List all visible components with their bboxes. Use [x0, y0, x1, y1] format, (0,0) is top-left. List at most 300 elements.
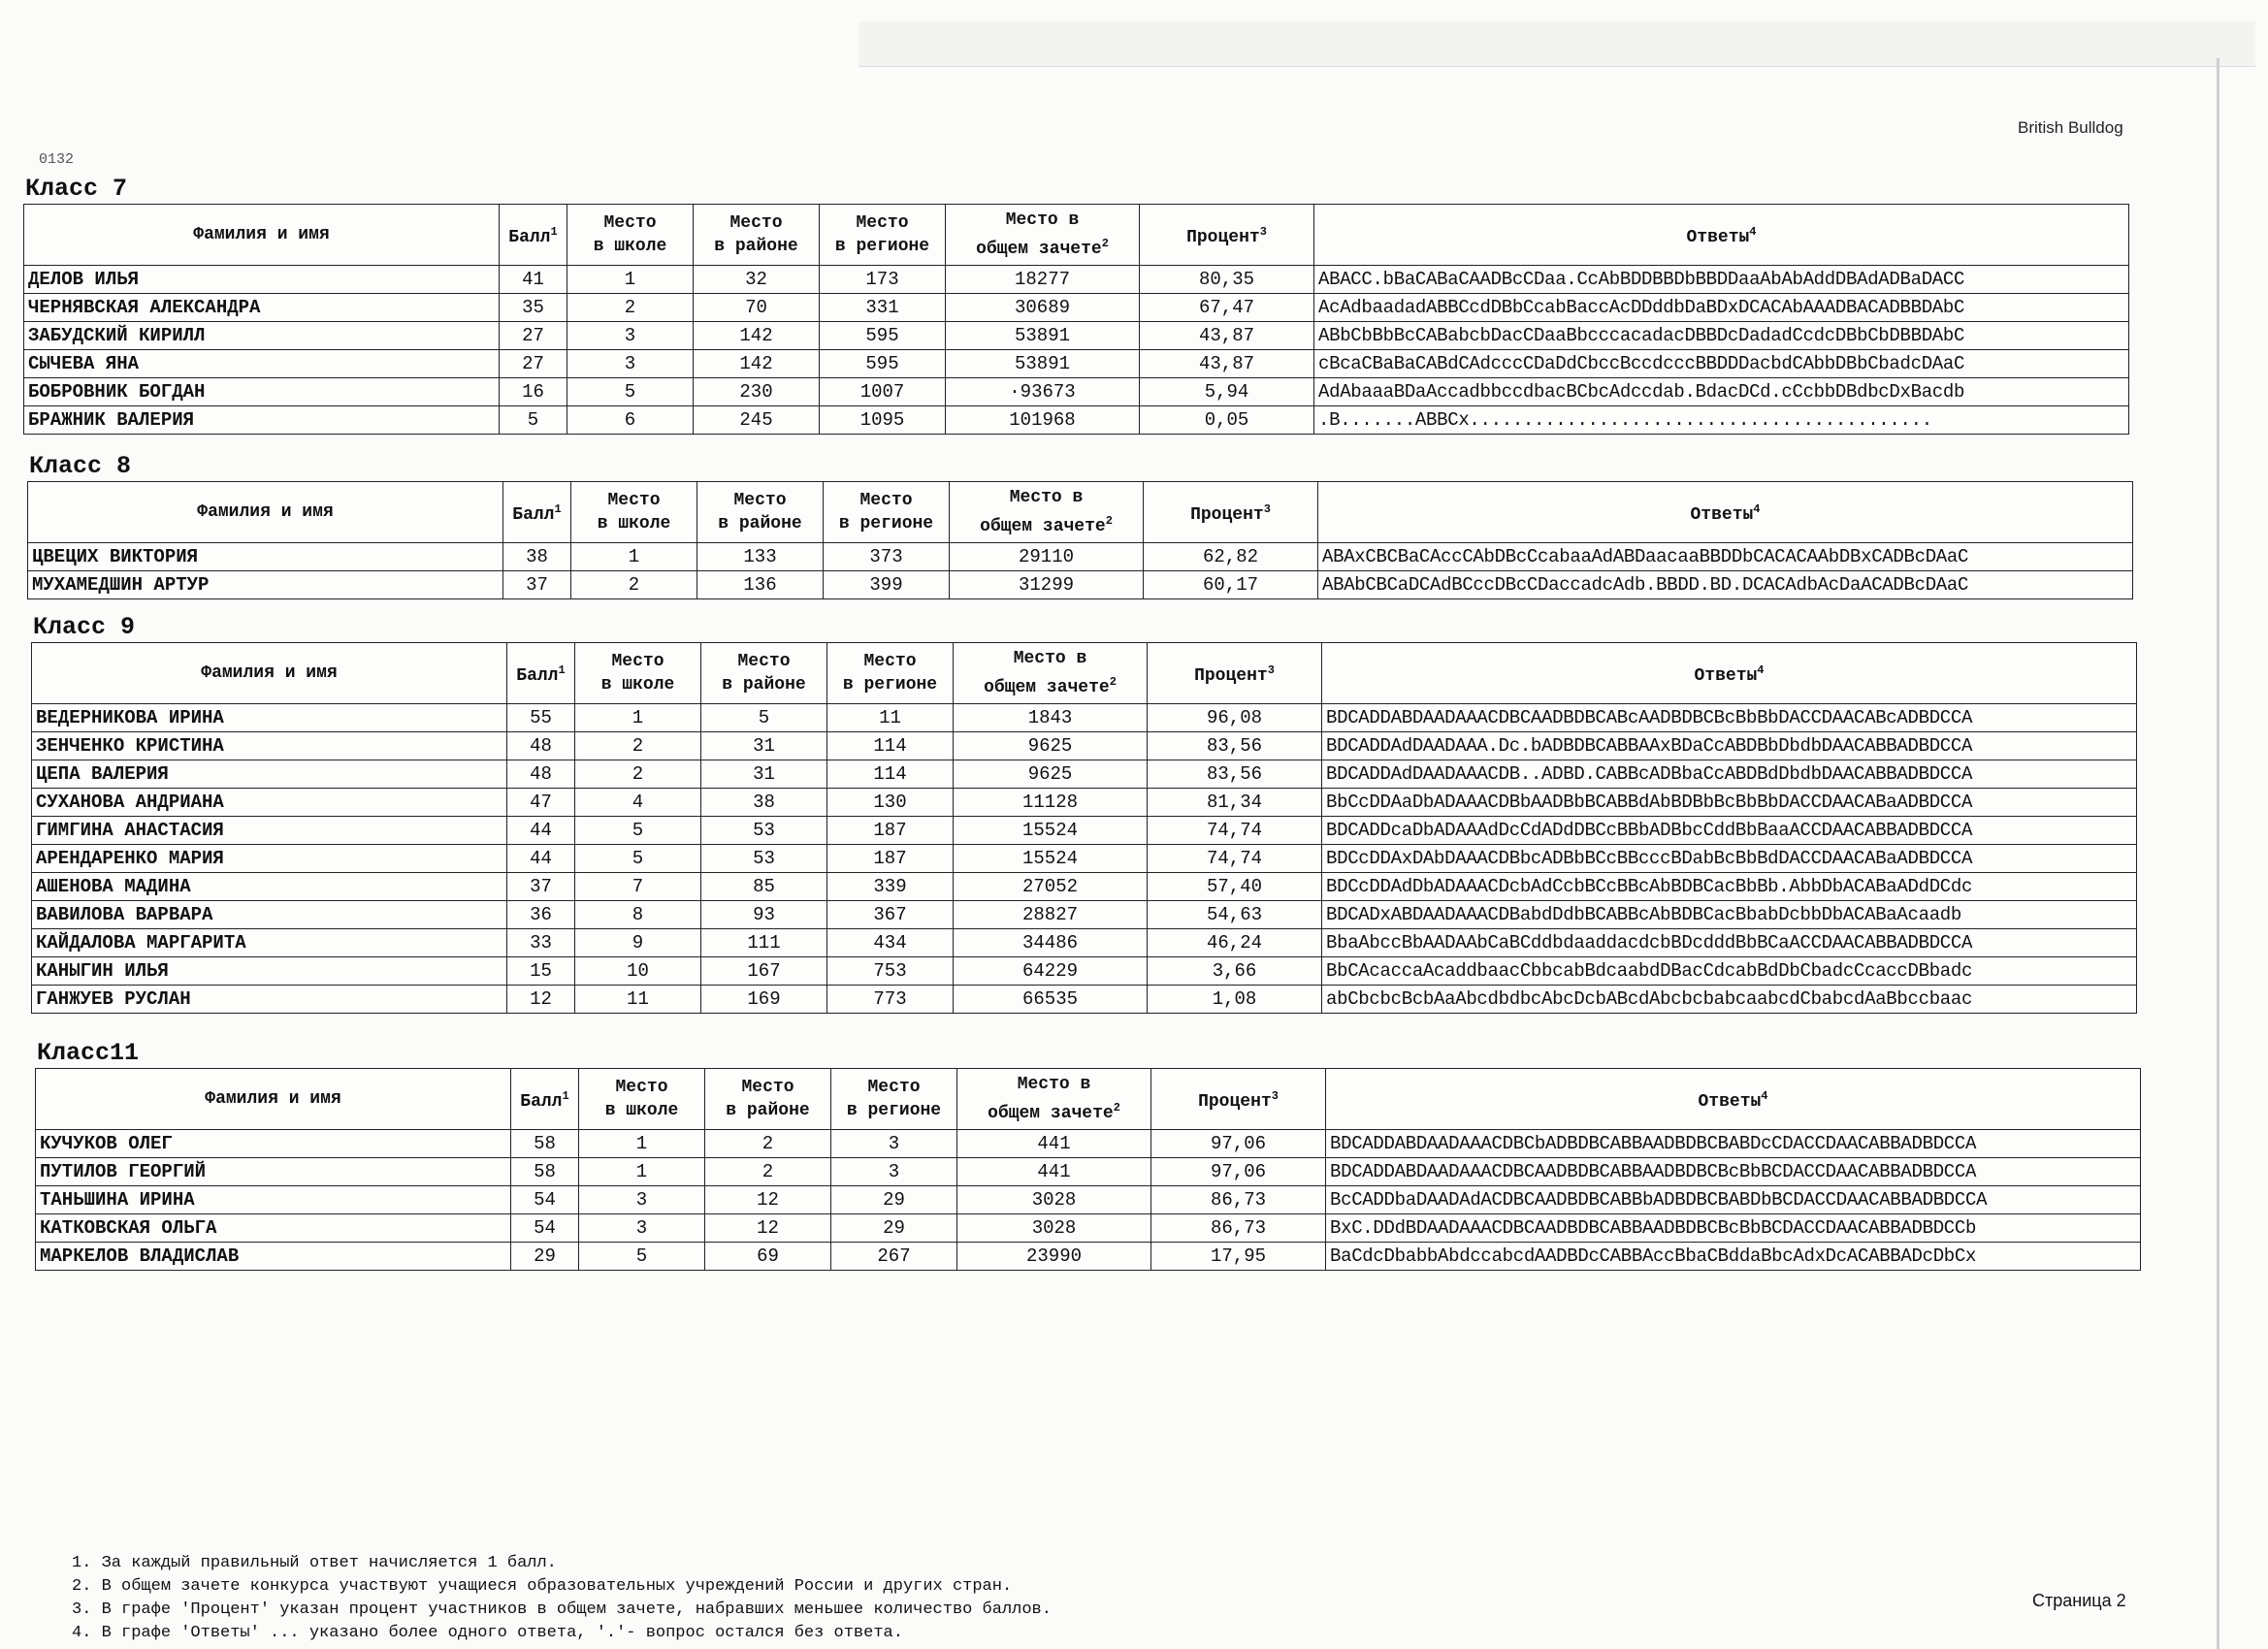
- region-place-cell: 753: [827, 957, 954, 986]
- school-place-cell: 5: [567, 378, 694, 406]
- header-region-place-text: в регионе: [846, 1101, 942, 1120]
- header-percent-text: Процент: [1194, 666, 1268, 686]
- header-row: [36, 1069, 2141, 1130]
- school-place-cell: 3: [579, 1186, 705, 1214]
- percent-cell: 80,35: [1140, 266, 1314, 294]
- header-region-place-text: в регионе: [838, 514, 934, 534]
- overall-place-cell: 66535: [954, 986, 1148, 1014]
- header-percent-footnote-mark: 3: [1259, 225, 1267, 239]
- overall-place-cell: 53891: [946, 322, 1140, 350]
- percent-cell: 3,66: [1148, 957, 1322, 986]
- score-cell: 35: [500, 294, 567, 322]
- region-place-cell: 187: [827, 817, 954, 845]
- header-school-place-text: Место: [607, 491, 661, 510]
- header-name: [28, 482, 503, 543]
- overall-place-cell: 441: [957, 1158, 1151, 1186]
- student-name: КАТКОВСКАЯ ОЛЬГА: [36, 1214, 511, 1243]
- overall-place-cell: 9625: [954, 732, 1148, 760]
- student-name: ПУТИЛОВ ГЕОРГИЙ: [36, 1158, 511, 1186]
- region-place-cell: 595: [820, 350, 946, 378]
- class-title: Класс 9: [33, 613, 136, 641]
- header-district-place-text: Место: [733, 491, 787, 510]
- overall-place-cell: ·93673: [946, 378, 1140, 406]
- table-row: [36, 1186, 2141, 1214]
- header-district-place-text: в районе: [714, 237, 798, 256]
- header-score-text: Балл: [508, 228, 551, 247]
- table-row: [32, 760, 2137, 789]
- student-name: КАЙДАЛОВА МАРГАРИТА: [32, 929, 507, 957]
- school-place-cell: 3: [567, 322, 694, 350]
- overall-place-cell: 15524: [954, 817, 1148, 845]
- overall-place-cell: 30689: [946, 294, 1140, 322]
- header-percent: [1148, 643, 1322, 704]
- district-place-cell: 53: [701, 817, 827, 845]
- student-name: СУХАНОВА АНДРИАНА: [32, 789, 507, 817]
- school-place-cell: 3: [579, 1214, 705, 1243]
- header-row: [24, 205, 2129, 266]
- score-cell: 27: [500, 350, 567, 378]
- student-name: МУХАМЕДШИН АРТУР: [28, 571, 503, 599]
- sheet-edge: [2217, 58, 2219, 1649]
- header-district-place-text: Место: [729, 213, 783, 233]
- percent-cell: 86,73: [1151, 1214, 1326, 1243]
- header-percent: [1140, 205, 1314, 266]
- header-answers-text: Ответы: [1690, 505, 1754, 525]
- header-name: [36, 1069, 511, 1130]
- student-name: БОБРОВНИК БОГДАН: [24, 378, 500, 406]
- percent-cell: 57,40: [1148, 873, 1322, 901]
- overall-place-cell: 3028: [957, 1186, 1151, 1214]
- header-row: [28, 482, 2133, 543]
- school-place-cell: 5: [575, 817, 701, 845]
- school-place-cell: 5: [575, 845, 701, 873]
- district-place-cell: 142: [694, 350, 820, 378]
- region-place-cell: 595: [820, 322, 946, 350]
- header-score-footnote-mark: 1: [554, 502, 562, 516]
- percent-cell: 83,56: [1148, 760, 1322, 789]
- footnotes: [72, 1552, 1052, 1645]
- region-place-cell: 399: [824, 571, 950, 599]
- school-place-cell: 2: [567, 294, 694, 322]
- header-score: [507, 643, 575, 704]
- class-section: [31, 613, 2137, 1014]
- header-region-place-text: в регионе: [834, 237, 930, 256]
- header-school-place-text: Место: [603, 213, 657, 233]
- district-place-cell: 70: [694, 294, 820, 322]
- answers-cell: BDCADDAdDAADAAA.Dc.bADBDBCABBAAxBDaCcABDBbDbdbDAACABBADBDCCA: [1322, 732, 2137, 760]
- header-score: [500, 205, 567, 266]
- table-row: [32, 901, 2137, 929]
- header-score: [503, 482, 571, 543]
- school-place-cell: 4: [575, 789, 701, 817]
- school-place-cell: 1: [575, 704, 701, 732]
- header-overall-place-text: Место в: [1013, 649, 1087, 668]
- answers-cell: BDCADDcaDbADAAAdDcCdADdDBCcBBbADBbcCddBbBaaACCDAACABBADBDCCA: [1322, 817, 2137, 845]
- student-name: ГАНЖУЕВ РУСЛАН: [32, 986, 507, 1014]
- answers-cell: BDCADDABDAADAAACDBCAADBDBCABcAADBDBCBcBbBbDACCDAACABcADBDCCA: [1322, 704, 2137, 732]
- table-row: [28, 571, 2133, 599]
- score-cell: 58: [511, 1158, 579, 1186]
- district-place-cell: 31: [701, 732, 827, 760]
- region-place-cell: 3: [831, 1130, 957, 1158]
- score-cell: 38: [503, 543, 571, 571]
- answers-cell: ABACC.bBaCABaCAADBcCDaa.CcAbBDDBBDbBBDDaaAbAbAddDBAdADBaDACC: [1314, 266, 2129, 294]
- header-name-text: Фамилия и имя: [201, 663, 338, 683]
- header-answers-footnote-mark: 4: [1761, 1089, 1768, 1103]
- student-name: ТАНЬШИНА ИРИНА: [36, 1186, 511, 1214]
- score-cell: 27: [500, 322, 567, 350]
- answers-cell: AdAbaaaBDaAccadbbccdbacBCbcAdccdab.BdacDCd.cCcbbDBdbcDxBacdb: [1314, 378, 2129, 406]
- header-overall-place: [946, 205, 1140, 266]
- score-cell: 48: [507, 760, 575, 789]
- answers-cell: BDCADDAdDAADAAACDB..ADBD.CABBcADBbaCcABDBdDbdbDAACABBADBDCCA: [1322, 760, 2137, 789]
- overall-place-cell: 1843: [954, 704, 1148, 732]
- school-place-cell: 2: [575, 760, 701, 789]
- score-cell: 36: [507, 901, 575, 929]
- answers-cell: BDCcDDAdDbADAAACDcbAdCcbBCcBBcAbBDBCacBbBb.AbbDbACABaADdDCdc: [1322, 873, 2137, 901]
- score-cell: 54: [511, 1214, 579, 1243]
- student-name: ВАВИЛОВА ВАРВАРА: [32, 901, 507, 929]
- district-place-cell: 136: [697, 571, 824, 599]
- overall-place-cell: 28827: [954, 901, 1148, 929]
- region-place-cell: 130: [827, 789, 954, 817]
- header-answers-footnote-mark: 4: [1757, 663, 1765, 677]
- student-name: ЧЕРНЯВСКАЯ АЛЕКСАНДРА: [24, 294, 500, 322]
- region-place-cell: 373: [824, 543, 950, 571]
- district-place-cell: 167: [701, 957, 827, 986]
- district-place-cell: 93: [701, 901, 827, 929]
- brand-label: British Bulldog: [2018, 118, 2123, 137]
- header-school-place: [579, 1069, 705, 1130]
- results-table: [23, 204, 2129, 435]
- answers-cell: cBcaCBaBaCABdCAdcccCDaDdCbccBccdcccBBDDDacbdCAbbDBbCbadcDAaC: [1314, 350, 2129, 378]
- region-place-cell: 114: [827, 760, 954, 789]
- header-region-place-text: в регионе: [842, 675, 938, 695]
- answers-cell: BDCADDABDAADAAACDBCbADBDBCABBAADBDBCBABDcCDACCDAACABBADBDCCA: [1326, 1130, 2141, 1158]
- district-place-cell: 12: [705, 1186, 831, 1214]
- region-place-cell: 1007: [820, 378, 946, 406]
- header-overall-place-text: общем зачете: [976, 240, 1102, 259]
- header-percent: [1144, 482, 1318, 543]
- region-place-cell: 3: [831, 1158, 957, 1186]
- overall-place-cell: 101968: [946, 406, 1140, 435]
- district-place-cell: 53: [701, 845, 827, 873]
- district-place-cell: 133: [697, 543, 824, 571]
- region-place-cell: 773: [827, 986, 954, 1014]
- header-overall-place-text: общем зачете: [988, 1104, 1114, 1123]
- header-score-footnote-mark: 1: [562, 1089, 569, 1103]
- header-answers-text: Ответы: [1694, 666, 1758, 686]
- answers-cell: ABbCbBbBcCABabcbDacCDaaBbcccacadacDBBDcDadadCcdcDBbCbDBBDAbC: [1314, 322, 2129, 350]
- percent-cell: 96,08: [1148, 704, 1322, 732]
- answers-cell: BbaAbccBbAADAAbCaBCddbdaaddacdcbBDcdddBbBCaACCDAACABBADBDCCA: [1322, 929, 2137, 957]
- answers-cell: BbCAcaccaAcaddbaacCbbcabBdcaabdDBacCdcabBdDbCbadcCcaccDBbadc: [1322, 957, 2137, 986]
- overall-place-cell: 27052: [954, 873, 1148, 901]
- table-row: [28, 543, 2133, 571]
- school-place-cell: 10: [575, 957, 701, 986]
- header-school-place-text: в школе: [597, 514, 671, 534]
- student-name: АРЕНДАРЕНКО МАРИЯ: [32, 845, 507, 873]
- header-region-place: [831, 1069, 957, 1130]
- score-cell: 29: [511, 1243, 579, 1271]
- header-region-place-text: Место: [856, 213, 909, 233]
- table-row: [32, 845, 2137, 873]
- percent-cell: 62,82: [1144, 543, 1318, 571]
- header-school-place-text: в школе: [593, 237, 667, 256]
- header-percent-text: Процент: [1198, 1092, 1272, 1112]
- district-place-cell: 32: [694, 266, 820, 294]
- header-school-place-text: Место: [615, 1078, 668, 1097]
- student-name: БРАЖНИК ВАЛЕРИЯ: [24, 406, 500, 435]
- header-region-place: [820, 205, 946, 266]
- table-row: [32, 929, 2137, 957]
- region-place-cell: 331: [820, 294, 946, 322]
- student-name: СЫЧЕВА ЯНА: [24, 350, 500, 378]
- header-answers: [1326, 1069, 2141, 1130]
- region-place-cell: 173: [820, 266, 946, 294]
- district-place-cell: 5: [701, 704, 827, 732]
- percent-cell: 97,06: [1151, 1130, 1326, 1158]
- percent-cell: 46,24: [1148, 929, 1322, 957]
- district-place-cell: 69: [705, 1243, 831, 1271]
- student-name: АШЕНОВА МАДИНА: [32, 873, 507, 901]
- page-number: Страница 2: [2032, 1591, 2126, 1610]
- percent-cell: 60,17: [1144, 571, 1318, 599]
- school-place-cell: 8: [575, 901, 701, 929]
- school-place-cell: 1: [579, 1158, 705, 1186]
- background-sheet: [859, 21, 2255, 67]
- header-name-text: Фамилия и имя: [197, 502, 334, 522]
- district-place-cell: 2: [705, 1130, 831, 1158]
- score-cell: 44: [507, 817, 575, 845]
- overall-place-cell: 53891: [946, 350, 1140, 378]
- region-place-cell: 29: [831, 1214, 957, 1243]
- table-row: [36, 1214, 2141, 1243]
- percent-cell: 67,47: [1140, 294, 1314, 322]
- answers-cell: BDCcDDAxDAbDAAACDBbcADBbBCcBBcccBDabBcBbBdDACCDAACABaADBDCCA: [1322, 845, 2137, 873]
- header-percent-footnote-mark: 3: [1263, 502, 1271, 516]
- score-cell: 48: [507, 732, 575, 760]
- answers-cell: BcCADDbaDAADAdACDBCAADBDBCABBbADBDBCBABDbBCDACCDAACABBADBDCCA: [1326, 1186, 2141, 1214]
- footnote-1: 1. За каждый правильный ответ начисляется 1 балл.: [72, 1554, 557, 1572]
- table-row: [32, 986, 2137, 1014]
- overall-place-cell: 18277: [946, 266, 1140, 294]
- header-district-place: [694, 205, 820, 266]
- score-cell: 44: [507, 845, 575, 873]
- overall-place-cell: 3028: [957, 1214, 1151, 1243]
- header-school-place-text: в школе: [600, 675, 675, 695]
- header-overall-place-footnote-mark: 2: [1109, 675, 1117, 689]
- district-place-cell: 2: [705, 1158, 831, 1186]
- class-section: [35, 1039, 2141, 1271]
- header-region-place-text: Место: [863, 652, 917, 671]
- overall-place-cell: 64229: [954, 957, 1148, 986]
- header-overall-place-text: общем зачете: [984, 678, 1110, 697]
- score-cell: 12: [507, 986, 575, 1014]
- footnote-2: 2. В общем зачете конкурса участвуют учащиеся образовательных учреждений России и других стран.: [72, 1577, 1013, 1596]
- student-name: КАНЫГИН ИЛЬЯ: [32, 957, 507, 986]
- score-cell: 5: [500, 406, 567, 435]
- score-cell: 37: [507, 873, 575, 901]
- score-cell: 58: [511, 1130, 579, 1158]
- percent-cell: 54,63: [1148, 901, 1322, 929]
- student-name: ЦВЕЦИХ ВИКТОРИЯ: [28, 543, 503, 571]
- class-section: [23, 175, 2129, 435]
- score-cell: 41: [500, 266, 567, 294]
- table-row: [24, 294, 2129, 322]
- percent-cell: 86,73: [1151, 1186, 1326, 1214]
- school-place-cell: 2: [571, 571, 697, 599]
- school-place-cell: 11: [575, 986, 701, 1014]
- header-school-place: [567, 205, 694, 266]
- answers-cell: BbCcDDAaDbADAAACDBbAADBbBCABBdAbBDBbBcBbBbDACCDAACABaADBDCCA: [1322, 789, 2137, 817]
- header-district-place-text: в районе: [722, 675, 806, 695]
- score-cell: 47: [507, 789, 575, 817]
- answers-cell: BxC.DDdBDAADAAACDBCAADBDBCABBAADBDBCBcBbBCDACCDAACABBADBDCCb: [1326, 1214, 2141, 1243]
- class-title: Класс 8: [29, 452, 132, 480]
- score-cell: 15: [507, 957, 575, 986]
- district-place-cell: 142: [694, 322, 820, 350]
- header-district-place-text: в районе: [718, 514, 802, 534]
- student-name: КУЧУКОВ ОЛЕГ: [36, 1130, 511, 1158]
- header-overall-place: [957, 1069, 1151, 1130]
- table-row: [32, 732, 2137, 760]
- school-place-cell: 7: [575, 873, 701, 901]
- header-region-place-text: Место: [859, 491, 913, 510]
- header-answers: [1322, 643, 2137, 704]
- answers-cell: BDCADxABDAADAAACDBabdDdbBCABBcAbBDBCacBbabDcbbDbACABaAcaadb: [1322, 901, 2137, 929]
- header-answers: [1318, 482, 2133, 543]
- percent-cell: 0,05: [1140, 406, 1314, 435]
- table-row: [32, 957, 2137, 986]
- header-district-place: [701, 643, 827, 704]
- region-place-cell: 267: [831, 1243, 957, 1271]
- table-row: [32, 873, 2137, 901]
- header-school-place-text: Место: [611, 652, 664, 671]
- district-place-cell: 245: [694, 406, 820, 435]
- table-row: [24, 350, 2129, 378]
- region-place-cell: 367: [827, 901, 954, 929]
- district-place-cell: 230: [694, 378, 820, 406]
- header-score-text: Балл: [516, 666, 559, 686]
- district-place-cell: 38: [701, 789, 827, 817]
- overall-place-cell: 441: [957, 1130, 1151, 1158]
- district-place-cell: 12: [705, 1214, 831, 1243]
- overall-place-cell: 29110: [950, 543, 1144, 571]
- header-answers: [1314, 205, 2129, 266]
- class-title: Класс11: [37, 1039, 140, 1067]
- header-percent-footnote-mark: 3: [1267, 663, 1275, 677]
- header-answers-text: Ответы: [1686, 228, 1750, 247]
- table-row: [32, 789, 2137, 817]
- district-place-cell: 31: [701, 760, 827, 789]
- student-name: ЦЕПА ВАЛЕРИЯ: [32, 760, 507, 789]
- header-school-place: [575, 643, 701, 704]
- header-overall-place: [950, 482, 1144, 543]
- region-place-cell: 11: [827, 704, 954, 732]
- header-name-text: Фамилия и имя: [193, 225, 330, 244]
- table-row: [36, 1158, 2141, 1186]
- header-answers-footnote-mark: 4: [1753, 502, 1761, 516]
- header-district-place-text: Место: [737, 652, 791, 671]
- answers-cell: ABAxCBCBaCAccCAbDBcCcabaaAdABDaacaaBBDDbCACACAAbDBxCADBcDAaC: [1318, 543, 2133, 571]
- document-code: 0132: [39, 151, 75, 168]
- header-name: [32, 643, 507, 704]
- answers-cell: abCbcbcBcbAaAbcdbdbcAbcDcbABcdAbcbcbabcaabcdCbabcdAaBbccbaac: [1322, 986, 2137, 1014]
- table-row: [36, 1243, 2141, 1271]
- percent-cell: 74,74: [1148, 817, 1322, 845]
- answers-cell: BDCADDABDAADAAACDBCAADBDBCABBAADBDBCBcBbBCDACCDAACABBADBDCCA: [1326, 1158, 2141, 1186]
- school-place-cell: 3: [567, 350, 694, 378]
- table-row: [24, 378, 2129, 406]
- answers-cell: BaCdcDbabbAbdccabcdAADBDcCABBAccBbaCBddaBbcAdxDcACABBADcDbCx: [1326, 1243, 2141, 1271]
- region-place-cell: 1095: [820, 406, 946, 435]
- header-answers-footnote-mark: 4: [1749, 225, 1757, 239]
- header-region-place: [824, 482, 950, 543]
- percent-cell: 97,06: [1151, 1158, 1326, 1186]
- overall-place-cell: 31299: [950, 571, 1144, 599]
- score-cell: 54: [511, 1186, 579, 1214]
- header-answers-text: Ответы: [1698, 1092, 1762, 1112]
- class-section: [27, 452, 2133, 599]
- score-cell: 16: [500, 378, 567, 406]
- table-row: [36, 1130, 2141, 1158]
- header-overall-place-footnote-mark: 2: [1105, 514, 1113, 528]
- header-overall-place-footnote-mark: 2: [1101, 237, 1109, 250]
- header-district-place-text: в районе: [726, 1101, 810, 1120]
- school-place-cell: 6: [567, 406, 694, 435]
- answers-cell: ABAbCBCaDCAdBCccDBcCDaccadcAdb.BBDD.BD.DCACAdbAcDaACADBcDAaC: [1318, 571, 2133, 599]
- header-overall-place-text: Место в: [1009, 488, 1084, 507]
- student-name: ГИМГИНА АНАСТАСИЯ: [32, 817, 507, 845]
- percent-cell: 83,56: [1148, 732, 1322, 760]
- district-place-cell: 85: [701, 873, 827, 901]
- table-row: [32, 817, 2137, 845]
- score-cell: 37: [503, 571, 571, 599]
- school-place-cell: 1: [567, 266, 694, 294]
- percent-cell: 1,08: [1148, 986, 1322, 1014]
- header-percent: [1151, 1069, 1326, 1130]
- school-place-cell: 1: [571, 543, 697, 571]
- header-percent-text: Процент: [1186, 228, 1260, 247]
- results-table: [31, 642, 2137, 1014]
- answers-cell: AcAdbaadadABBCcdDBbCcabBaccAcDDddbDaBDxDCACAbAAADBACADBBDAbC: [1314, 294, 2129, 322]
- percent-cell: 81,34: [1148, 789, 1322, 817]
- percent-cell: 5,94: [1140, 378, 1314, 406]
- header-district-place-text: Место: [741, 1078, 794, 1097]
- header-overall-place-footnote-mark: 2: [1113, 1101, 1120, 1115]
- student-name: ЗЕНЧЕНКО КРИСТИНА: [32, 732, 507, 760]
- header-overall-place: [954, 643, 1148, 704]
- region-place-cell: 434: [827, 929, 954, 957]
- header-region-place-text: Место: [867, 1078, 921, 1097]
- overall-place-cell: 15524: [954, 845, 1148, 873]
- student-name: ЗАБУДСКИЙ КИРИЛЛ: [24, 322, 500, 350]
- header-row: [32, 643, 2137, 704]
- header-overall-place-text: общем зачете: [980, 517, 1106, 536]
- class-title: Класс 7: [25, 175, 128, 203]
- header-score-footnote-mark: 1: [550, 225, 558, 239]
- score-cell: 55: [507, 704, 575, 732]
- school-place-cell: 9: [575, 929, 701, 957]
- percent-cell: 43,87: [1140, 322, 1314, 350]
- overall-place-cell: 34486: [954, 929, 1148, 957]
- header-school-place: [571, 482, 697, 543]
- header-name-text: Фамилия и имя: [205, 1089, 341, 1109]
- results-table: [35, 1068, 2141, 1271]
- overall-place-cell: 11128: [954, 789, 1148, 817]
- table-row: [32, 704, 2137, 732]
